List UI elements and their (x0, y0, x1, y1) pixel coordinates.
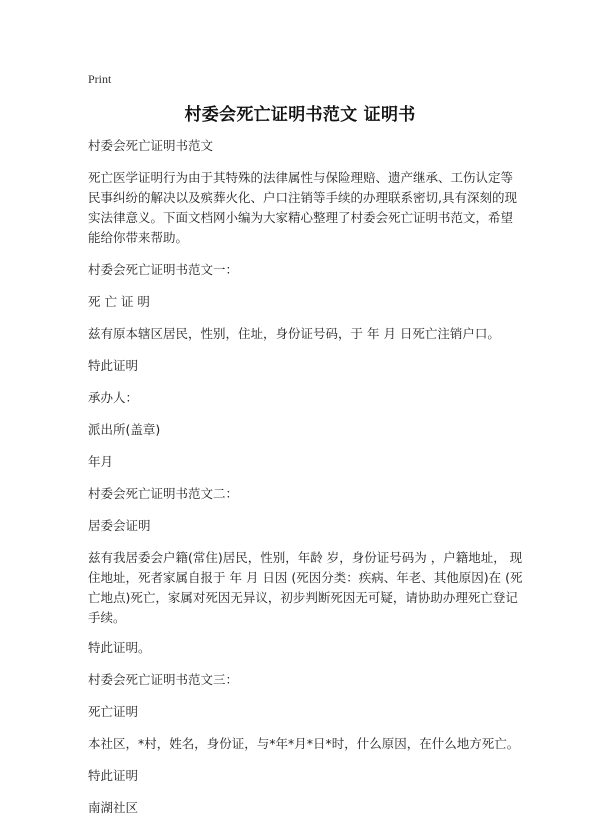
document-body (88, 136, 523, 830)
paragraph-certificate-body-2: 兹有我居委会户籍(常住)居民，性别，年龄 岁，身份证号码为 ，户籍地址， 现住地址，死者家属自报于 年 月 日因 (死因分类：疾病、年老、其他原因)在 (死亡地点)死亡，家属对死因无异议，初步判断死因无可疑，请协助办理死亡登记手续。 (88, 550, 523, 625)
paragraph-intro: 死亡医学证明行为由于其特殊的法律属性与保险理赔、遗产继承、工伤认定等民事纠纷的解决以及殡葬火化、户口注销等手续的办理联系密切,具有深刻的现实法律意义。下面文档网小编为大家精心整理了村委会死亡证明书范文，希望能给你带来帮助。 (88, 170, 517, 245)
paragraph-certificate-body-3: 本社区，*村，姓名，身份证，与*年*月*日*时，什么原因，在什么地方死亡。 (88, 736, 520, 751)
paragraph-hereby-1: 特此证明 (88, 358, 139, 373)
paragraph-hereby-3: 特此证明 (88, 768, 139, 783)
paragraph-community-name: 南湖社区 (88, 800, 139, 815)
paragraph-section-2-heading: 村委会死亡证明书范文二： (88, 486, 239, 501)
document-title: 村委会死亡证明书范文 证明书 (184, 105, 416, 125)
paragraph-handler: 承办人： (88, 390, 139, 405)
paragraph-section-1-heading: 村委会死亡证明书范文一： (88, 262, 239, 277)
paragraph-certificate-title-1: 死 亡 证 明 (88, 294, 150, 309)
paragraph-police-station: 派出所(盖章) (88, 422, 161, 437)
paragraph-section-3-heading: 村委会死亡证明书范文三： (88, 672, 239, 687)
paragraph-certificate-body-1: 兹有原本辖区居民，性别，住址，身份证号码，于 年 月 日死亡注销户口。 (88, 326, 500, 341)
paragraph-date: 年月 (88, 454, 114, 469)
paragraph-certificate-title-2: 居委会证明 (88, 518, 151, 533)
paragraph-certificate-title-3: 死亡证明 (88, 704, 139, 719)
print-label[interactable]: Print (88, 72, 112, 86)
paragraph-heading: 村委会死亡证明书范文 (88, 138, 214, 153)
paragraph-hereby-2: 特此证明。 (88, 640, 151, 655)
